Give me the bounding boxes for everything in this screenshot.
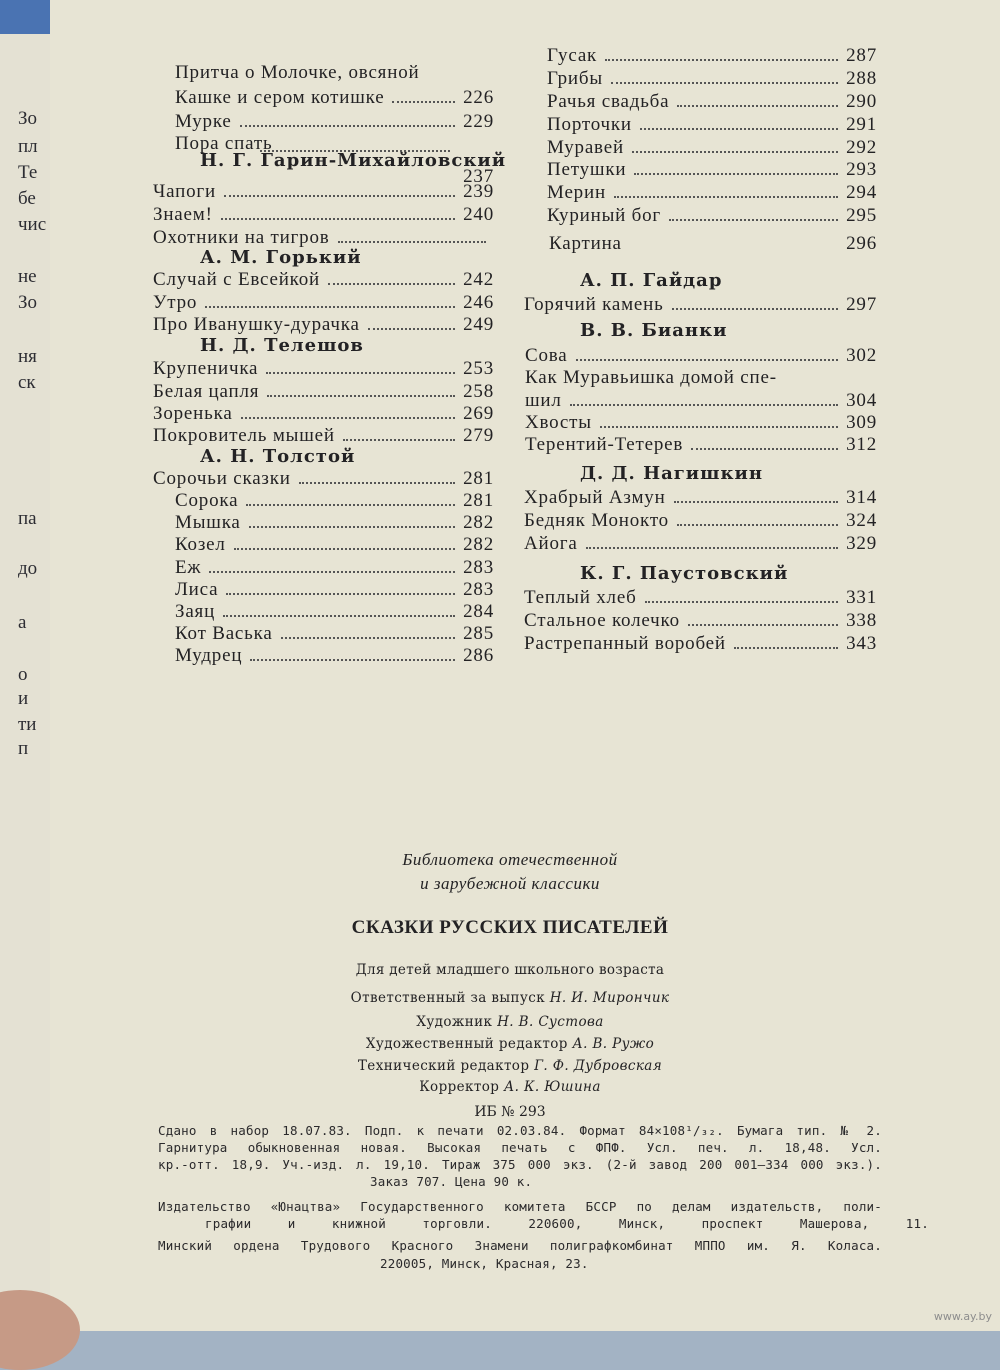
credit-name: Н. В. Сустова [497, 1014, 604, 1030]
credit-name: А. К. Юшина [504, 1079, 601, 1095]
leader-dots [343, 439, 455, 441]
leader-dots [677, 105, 838, 107]
toc-entry [547, 67, 877, 91]
toc-entry-title: Белая цапля [153, 381, 260, 402]
toc-entry [524, 586, 877, 610]
leader-dots [221, 218, 455, 220]
leader-dots [223, 615, 455, 617]
left-page-fragment: Зо [18, 292, 38, 313]
leader-dots [640, 128, 838, 130]
page-number: 312 [846, 434, 877, 455]
leader-dots [260, 150, 450, 152]
credit-name: Н. И. Мирончик [549, 990, 670, 1006]
leader-dots [234, 548, 455, 550]
toc-entry [524, 293, 877, 317]
toc-entry-title: Гусак [547, 45, 598, 66]
imprint-line: Издательство «Юнацтва» Государственного комитета БССР по делам издательств, поли- [158, 1199, 882, 1214]
page-number: 253 [463, 358, 494, 379]
author-heading: А. М. Горький [200, 247, 362, 268]
page-number: 279 [463, 425, 494, 446]
toc-entry [175, 533, 494, 557]
leader-dots [634, 173, 838, 175]
toc-entry-title: Храбрый Азмун [524, 487, 666, 508]
leader-dots [611, 82, 838, 84]
page-number: 329 [846, 533, 877, 554]
page-number: 290 [846, 91, 877, 112]
leader-dots [328, 283, 455, 285]
toc-entry-title: Рачья свадьба [547, 91, 670, 112]
leader-dots [249, 526, 455, 528]
imprint-line: кр.-отт. 18,9. Уч.-изд. л. 19,10. Тираж 375 000 экз. (2-й завод 200 001—334 000 экз.). [158, 1157, 882, 1172]
toc-entry-title: Зоренька [153, 403, 233, 424]
leader-dots [226, 593, 455, 595]
toc-entry [547, 44, 877, 68]
page-number: 281 [463, 468, 494, 489]
leader-dots [688, 624, 838, 626]
imprint-line: графии и книжной торговли. 220600, Минск, проспект Машерова, 11. [205, 1216, 929, 1231]
toc-entry-title: Случай с Евсейкой [153, 269, 321, 290]
toc-entry-title: Пора спать [175, 133, 273, 154]
toc-entry-title: Горячий камень [524, 294, 664, 315]
imprint-line: 220005, Минск, Красная, 23. [380, 1256, 589, 1271]
left-page-fragment: Те [18, 162, 38, 183]
toc-entry [175, 511, 494, 535]
imprint-line: Заказ 707. Цена 90 к. [370, 1174, 533, 1189]
toc-entry-title: Утро [153, 292, 198, 313]
watermark: www.ay.by [933, 1310, 992, 1323]
toc-entry-title: Охотники на тигров [153, 227, 330, 248]
toc-entry [175, 110, 494, 134]
credit-role: Технический редактор [357, 1058, 535, 1074]
page-number: 269 [463, 403, 494, 424]
credit-line [210, 1058, 810, 1074]
page-number: 249 [463, 314, 494, 335]
left-page-fragment: ти [18, 714, 37, 735]
toc-entry [153, 402, 494, 426]
credit-role: Ответственный за выпуск [350, 990, 550, 1006]
toc-entry [547, 158, 877, 182]
author-heading: А. Н. Толстой [200, 446, 356, 467]
page-number: 239 [463, 181, 494, 202]
toc-entry-title: Сова [525, 345, 568, 366]
toc-entry-title: Хвосты [525, 412, 592, 433]
leader-dots [241, 417, 456, 419]
left-page-fragment: пл [18, 136, 38, 157]
toc-entry-title: Знаем! [153, 204, 213, 225]
page-number: 297 [846, 294, 877, 315]
page-number: 294 [846, 182, 877, 203]
page-number: 284 [463, 601, 494, 622]
toc-entry-title: Сорочьи сказки [153, 468, 291, 489]
leader-dots [368, 328, 455, 330]
toc-entry [524, 509, 877, 533]
toc-entry-title: Мудрец [175, 645, 243, 666]
toc-entry-title: Чапоги [153, 181, 216, 202]
page-number: 288 [846, 68, 877, 89]
leader-dots [299, 482, 455, 484]
page-number: 292 [846, 137, 877, 158]
toc-entry [547, 204, 877, 228]
toc-entry-title: Заяц [175, 601, 216, 622]
leader-dots [205, 306, 455, 308]
credit-role: Художественный редактор [365, 1036, 573, 1052]
leader-dots [669, 219, 838, 221]
leader-dots [586, 547, 838, 549]
leader-dots [672, 308, 839, 310]
toc-entry [175, 86, 494, 110]
toc-entry [175, 556, 494, 580]
leader-dots [209, 571, 455, 573]
toc-entry [525, 389, 877, 413]
left-page-fragment: чис [18, 214, 47, 235]
toc-entry [153, 268, 494, 292]
toc-entry-title: Бедняк Монокто [524, 510, 669, 531]
page-number: 338 [846, 610, 877, 631]
page-number: 242 [463, 269, 494, 290]
page-number: 226 [463, 87, 494, 108]
leader-dots [266, 372, 455, 374]
toc-entry-title: Растрепанный воробей [524, 633, 726, 654]
toc-entry [175, 489, 494, 513]
credit-role: Корректор [419, 1079, 505, 1095]
toc-entry-title: Мерин [547, 182, 606, 203]
toc-entry-title: Кашке и сером котишке [175, 87, 385, 108]
toc-entry-title: шил [525, 390, 562, 411]
page-number: 324 [846, 510, 877, 531]
toc-entry-title: Притча о Молочке, овсяной [175, 62, 420, 83]
credit-line [210, 1036, 810, 1052]
toc-entry [153, 380, 494, 404]
page-number: 296 [846, 233, 877, 254]
page-number: 282 [463, 512, 494, 533]
leader-dots [570, 404, 838, 406]
page-number: 237 [463, 166, 494, 187]
leader-dots [392, 101, 455, 103]
page-number: 331 [846, 587, 877, 608]
toc-entry [547, 181, 877, 205]
toc-entry [175, 622, 494, 646]
toc-entry-title: Лиса [175, 579, 219, 600]
toc-entry-title: Крупеничка [153, 358, 259, 379]
credit-line [210, 1079, 810, 1095]
imprint-line: Минский ордена Трудового Красного Знамени полиграфкомбинат МППО им. Я. Коласа. [158, 1238, 882, 1253]
page-number: 295 [846, 205, 877, 226]
leader-dots [605, 59, 838, 61]
toc-entry-title: Айога [524, 533, 578, 554]
page-number: 302 [846, 345, 877, 366]
toc-entry-title: Козел [175, 534, 226, 555]
left-page-fragment: и [18, 688, 29, 709]
leader-dots [734, 647, 838, 649]
author-heading: Н. Д. Телешов [200, 335, 364, 356]
toc-entry [175, 600, 494, 624]
left-page-fragment: па [18, 508, 37, 529]
toc-entry-title: Мурке [175, 111, 232, 132]
toc-entry [524, 486, 877, 510]
toc-entry [153, 357, 494, 381]
toc-entry-title: Куриный бог [547, 205, 662, 226]
page-number: 246 [463, 292, 494, 313]
toc-entry-title: Теплый хлеб [524, 587, 637, 608]
imprint-line: Сдано в набор 18.07.83. Подп. к печати 02.03.84. Формат 84×108¹/₃₂. Бумага тип. № 2. [158, 1123, 882, 1138]
left-page-fragment: ня [18, 346, 37, 367]
author-heading: В. В. Бианки [580, 320, 728, 341]
toc-entry-title: Еж [175, 557, 202, 578]
imprint-line: Гарнитура обыкновенная новая. Высокая печать с ФПФ. Усл. печ. л. 18,48. Усл. [158, 1140, 882, 1155]
toc-entry [153, 424, 494, 448]
leader-dots [691, 448, 838, 450]
toc-entry-title: Про Иванушку-дурачка [153, 314, 360, 335]
page-number: 304 [846, 390, 877, 411]
leader-dots [250, 659, 455, 661]
page-number: 286 [463, 645, 494, 666]
toc-entry [547, 90, 877, 114]
page-number: 291 [846, 114, 877, 135]
page-number: 282 [463, 534, 494, 555]
toc-entry-title: Грибы [547, 68, 603, 89]
page-number: 240 [463, 204, 494, 225]
leader-dots [576, 359, 839, 361]
page-number: 343 [846, 633, 877, 654]
author-heading: К. Г. Паустовский [580, 563, 789, 584]
toc-entry [524, 632, 877, 656]
toc-entry [153, 180, 494, 204]
toc-entry-title: Стальное колечко [524, 610, 680, 631]
author-heading: А. П. Гайдар [580, 270, 723, 291]
left-page-fragment: о [18, 664, 28, 685]
page-number: 314 [846, 487, 877, 508]
leader-dots [267, 395, 455, 397]
left-page-fragment: Зо [18, 108, 38, 129]
page-number: 309 [846, 412, 877, 433]
toc-entry [153, 313, 494, 337]
leader-dots [240, 125, 455, 127]
page-number: 258 [463, 381, 494, 402]
toc-entry [525, 344, 877, 368]
toc-entry [175, 644, 494, 668]
credit-line [210, 1014, 810, 1030]
series-title: и зарубежной классики [420, 874, 600, 893]
leader-dots [224, 195, 455, 197]
toc-entry [524, 609, 877, 633]
blue-cover-edge [0, 0, 50, 34]
toc-entry-title: Терентий-Тетерев [525, 434, 684, 455]
leader-dots [600, 426, 838, 428]
credit-name: А. В. Ружо [572, 1036, 655, 1052]
page-number: 281 [463, 490, 494, 511]
leader-dots [645, 601, 839, 603]
left-page-fragment: а [18, 612, 27, 633]
toc-entry-title: Сорока [175, 490, 239, 511]
leader-dots [674, 501, 839, 503]
author-heading: Н. Г. Гарин-Михайловский [200, 150, 507, 171]
page-number: 287 [846, 45, 877, 66]
toc-entry [524, 532, 877, 556]
toc-entry-title: Мышка [175, 512, 241, 533]
ib-number: ИБ № 293 [474, 1104, 546, 1120]
leader-dots [677, 524, 838, 526]
leader-dots [246, 504, 455, 506]
leader-dots [338, 241, 486, 243]
left-page-fragment: ск [18, 372, 36, 393]
toc-entry [153, 203, 494, 227]
toc-entry-title: Покровитель мышей [153, 425, 335, 446]
page-number: 229 [463, 111, 494, 132]
credit-line [210, 990, 810, 1006]
page-number: 293 [846, 159, 877, 180]
toc-entry-title: Кот Васька [175, 623, 273, 644]
page-number: 283 [463, 579, 494, 600]
toc-entry [549, 232, 877, 256]
left-page-fragment: бе [18, 188, 36, 209]
toc-entry [525, 433, 877, 457]
toc-entry-title: Петушки [547, 159, 627, 180]
page-number: 285 [463, 623, 494, 644]
author-heading: Д. Д. Нагишкин [580, 463, 763, 484]
toc-entry [547, 136, 877, 160]
toc-entry [153, 467, 494, 491]
audience-note: Для детей младшего школьного возраста [355, 962, 665, 978]
toc-entry [547, 113, 877, 137]
toc-entry-title: Картина [549, 233, 622, 254]
toc-entry-title: Муравей [547, 137, 624, 158]
left-page-fragment: п [18, 738, 29, 759]
toc-entry-title: Как Муравьишка домой спе- [525, 367, 777, 388]
series-title: Библиотека отечественной [402, 850, 618, 869]
leader-dots [614, 196, 838, 198]
leader-dots [632, 151, 838, 153]
toc-entry-title: Порточки [547, 114, 632, 135]
book-title: СКАЗКИ РУССКИХ ПИСАТЕЛЕЙ [351, 917, 669, 938]
leader-dots [281, 637, 455, 639]
page-number: 283 [463, 557, 494, 578]
left-page-fragment: до [18, 558, 38, 579]
left-page-fragment: не [18, 266, 37, 287]
toc-entry [153, 291, 494, 315]
credit-name: Г. Ф. Дубровская [534, 1058, 663, 1074]
toc-entry [175, 578, 494, 602]
contents-page [50, 0, 1000, 1331]
credit-role: Художник [416, 1014, 498, 1030]
toc-entry [525, 411, 877, 435]
